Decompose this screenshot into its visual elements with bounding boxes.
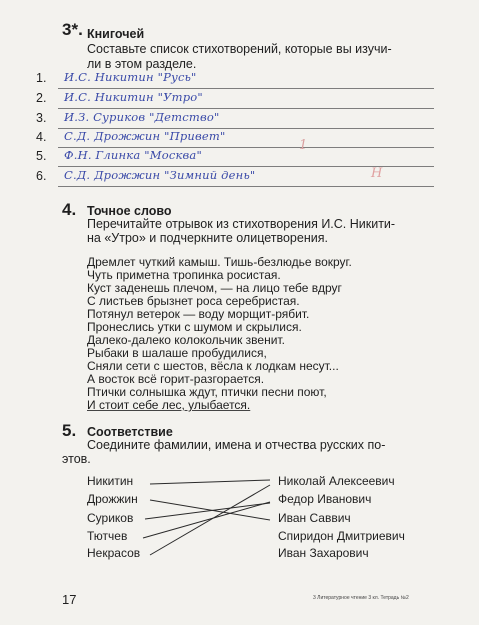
match-line (143, 502, 270, 538)
section-4-title: Точное слово (87, 204, 172, 218)
handwritten-answer: С.Д. Дрожжин "Привет" (64, 129, 226, 143)
first-name-item[interactable]: Федор Иванович (278, 492, 372, 506)
match-line (150, 500, 270, 520)
section-3-instruction-line-1: Составьте список стихотворений, которые вы изучи- (87, 42, 392, 56)
section-4-instruction-line-1: Перечитайте отрывок из стихотворения И.С. Никити- (87, 217, 396, 231)
section-3-instruction-line-2: ли в этом разделе. (87, 57, 197, 71)
poem-line: Пронеслись утки с шумом и скрылися. (87, 320, 302, 334)
section-5-number: 5. (62, 421, 77, 440)
handwritten-answer: Ф.Н. Глинка "Москва" (64, 148, 202, 162)
poem-line: Птички солнышка ждут, птички песни поют, (87, 385, 327, 399)
section-3-title: Книгочей (87, 27, 145, 41)
handwritten-answer: И.С. Никитин "Русь" (64, 70, 197, 84)
answer-number: 1. (36, 71, 47, 85)
section-5-instruction-line-1: Соедините фамилии, имена и отчества русских по- (87, 438, 386, 452)
poem-line: Куст заденешь плечом, — на лицо тебе вдруг (87, 281, 342, 295)
last-name-item[interactable]: Дрожжин (87, 492, 138, 506)
page-number: 17 (62, 592, 77, 607)
answer-number: 5. (36, 149, 47, 163)
answer-number: 4. (36, 130, 47, 144)
first-name-item[interactable]: Иван Саввич (278, 511, 351, 525)
poem-line: Дремлет чуткий камыш. Тишь-безлюдье вокруг. (87, 255, 352, 269)
section-5-instruction-line-2: этов. (62, 452, 91, 466)
handwritten-answer: С.Д. Дрожжин "Зимний день" (64, 168, 256, 182)
poem-line: Рыбаки в шалаше пробудилися, (87, 346, 267, 360)
poem-line: Далеко-далеко колокольчик звенит. (87, 333, 285, 347)
first-name-item[interactable]: Иван Захарович (278, 546, 369, 560)
last-name-item[interactable]: Тютчев (87, 529, 128, 543)
handwritten-answer: И.З. Суриков "Детство" (64, 110, 220, 124)
section-4-number: 4. (62, 200, 77, 219)
margin-mark-1: 1 (299, 138, 308, 153)
margin-mark-2: Н (371, 166, 383, 181)
last-name-item[interactable]: Суриков (87, 511, 134, 525)
first-name-item[interactable]: Николай Алексеевич (278, 474, 395, 488)
poem-line-underlined: И стоит себе лес, улыбается. (87, 398, 251, 412)
answer-number: 6. (36, 169, 47, 183)
match-line (150, 480, 270, 484)
section-5-title: Соответствие (87, 425, 173, 439)
poem-line: Потянул ветерок — воду морщит-рябит. (87, 307, 310, 321)
first-name-item[interactable]: Спиридон Дмитриевич (278, 529, 405, 543)
poem-line: С листьев брызнет роса серебристая. (87, 294, 300, 308)
last-name-item[interactable]: Некрасов (87, 546, 141, 560)
poem-line: Чуть приметна тропинка росистая. (87, 268, 281, 282)
answer-number: 2. (36, 91, 47, 105)
handwritten-answer: И.С. Никитин "Утро" (64, 90, 203, 104)
answer-number: 3. (36, 111, 47, 125)
poem-line: А восток всё горит-разгорается. (87, 372, 265, 386)
section-3-number: 3*. (62, 20, 83, 39)
page-footer: 3 Литературное чтение 3 кл. Тетрадь №2 (313, 595, 409, 601)
section-4-instruction-line-2: на «Утро» и подчеркните олицетворения. (87, 231, 328, 245)
match-line (150, 485, 270, 555)
poem-line: Сняли сети с шестов, вёсла к лодкам несут... (87, 359, 339, 373)
last-name-item[interactable]: Никитин (87, 474, 134, 488)
